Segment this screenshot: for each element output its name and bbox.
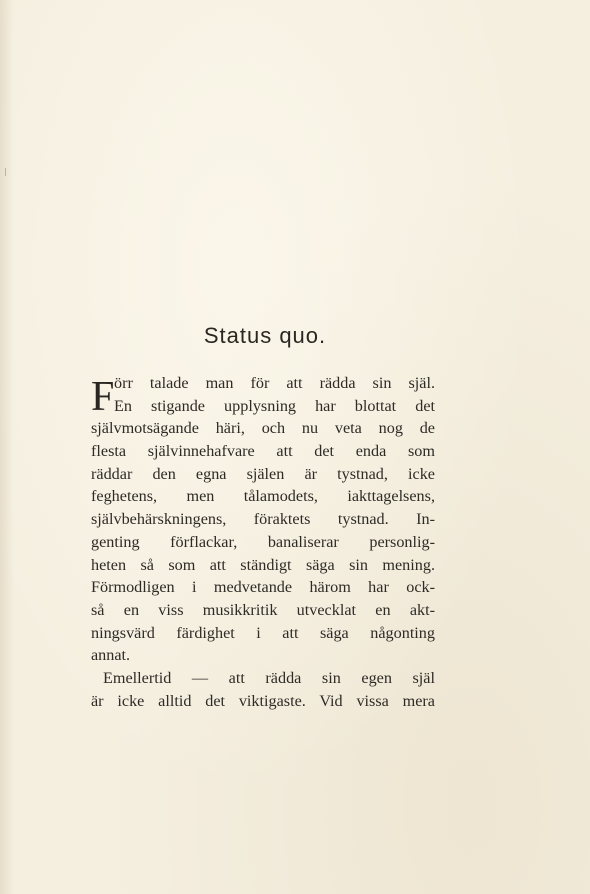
text-line: Förmodligen i medvetande härom har ock- <box>91 578 435 597</box>
chapter-title: Status quo. <box>203 323 327 348</box>
text-line: En stigande upplysning har blottat det <box>114 396 435 415</box>
text-line: räddar den egna själen är tystnad, icke <box>91 464 435 483</box>
text-line: är icke alltid det viktigaste. Vid vissa mera <box>91 691 435 710</box>
text-line: flesta självinnehafvare att det enda som <box>91 442 435 461</box>
drop-cap: F <box>91 374 115 420</box>
body-text <box>91 372 435 712</box>
text-line: Emellertid — att rädda sin egen själ <box>103 668 435 687</box>
text-line: så en viss musikkritik utvecklat en akt- <box>91 600 435 619</box>
text-line: genting förflackar, banaliserar personlig- <box>91 532 435 551</box>
text-line: annat. <box>91 646 131 665</box>
text-line: självmotsägande häri, och nu veta nog de <box>91 419 435 438</box>
text-line: ningsvärd färdighet i att säga någonting <box>91 623 435 642</box>
text-line: heten så som att ständigt säga sin mening. <box>91 555 435 574</box>
paper-speck <box>5 168 6 176</box>
page-edge-shadow <box>0 0 14 894</box>
text-line: örr talade man för att rädda sin själ. <box>114 374 435 392</box>
text-line: feghetens, men tålamodets, iakttagelsens, <box>91 487 435 506</box>
text-line: självbehärskningens, föraktets tystnad. In- <box>91 510 435 529</box>
